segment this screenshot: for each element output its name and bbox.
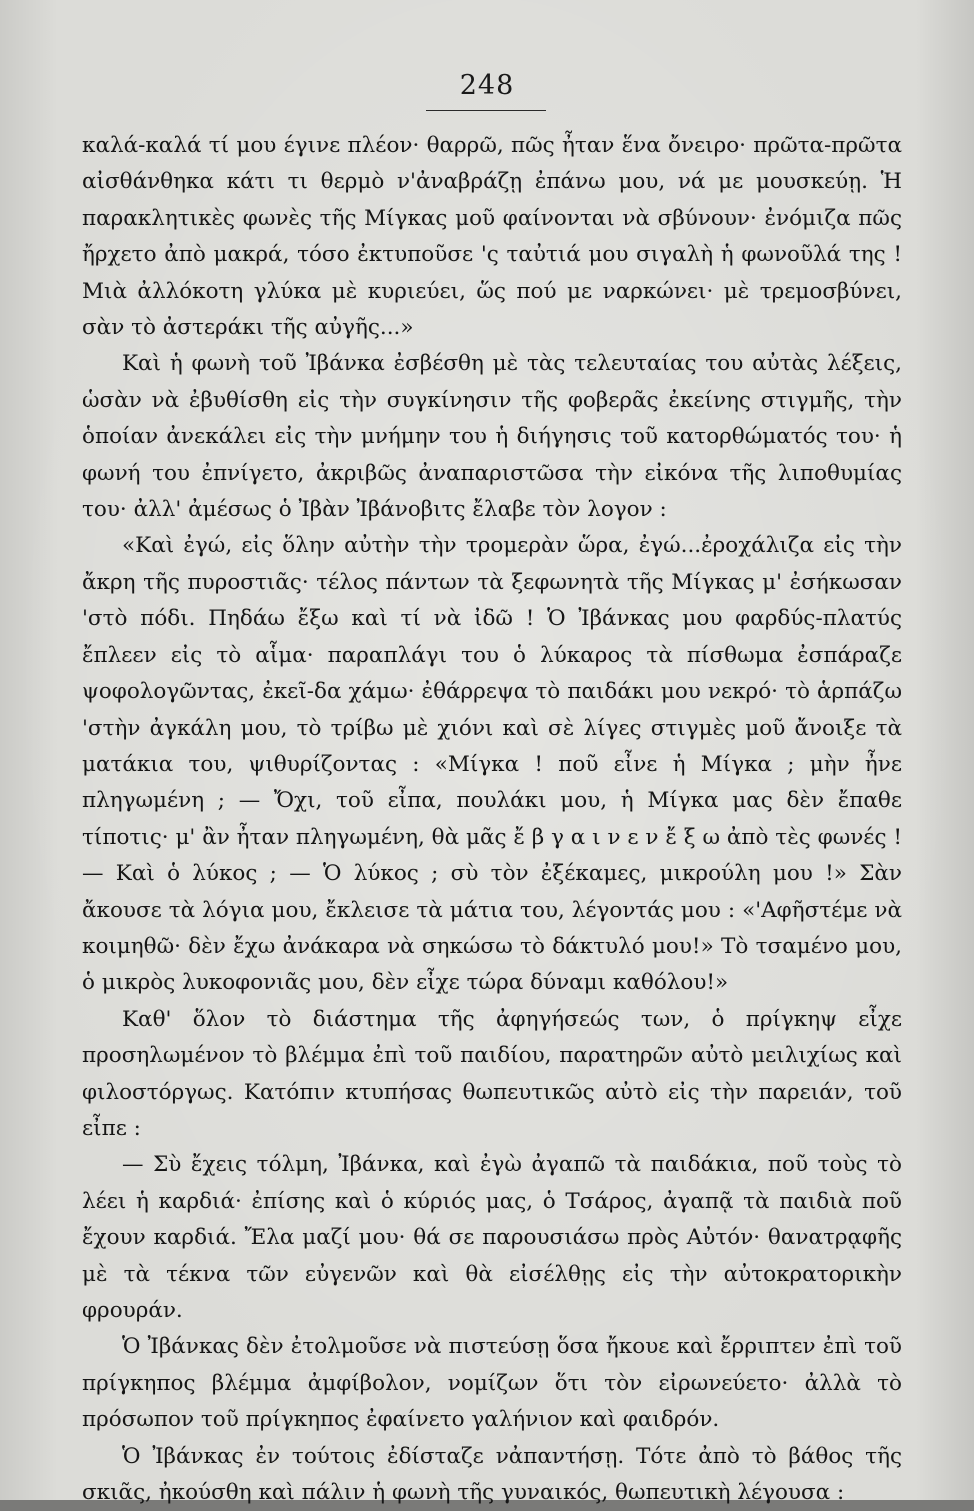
paragraph-5: — Σὺ ἔχεις τόλμη, Ἰβάνκα, καὶ ἐγὼ ἀγαπῶ τὰ παιδάκια, ποῦ τοὺς τὸ λέει ἡ καρδιά· ἐπίσης καὶ ὁ κύριός μας, ὁ Τσάρος, ἀγαπᾷ τὰ παιδιὰ ποῦ ἔχουν καρδιά. Ἔλα μαζί μου· θά σε παρουσιάσω πρὸς Αὐτόν· θανατρᾳφῆς μὲ τὰ τέκνα τῶν εὐγενῶν καὶ θὰ εἰσέλθῃς εἰς τὴν αὐτοκρατορικὴν φρουράν. xyxy=(82,1152,902,1323)
paragraph-2: Καὶ ἡ φωνὴ τοῦ Ἰβάνκα ἐσβέσθη μὲ τὰς τελευταίας του αὐτὰς λέξεις, ὡσὰν νὰ ἐβυθίσθη εἰς τὴν συγκίνησιν τῆς φοβερᾶς ἐκείνης στιγμῆς, τὴν ὁποίαν ἀνεκάλει εἰς τὴν μνήμην του ἡ διήγησις τοῦ κατορθώματός του· ἡ φωνή του ἐπνίγετο, ἀκριβῶς ἀναπαριστῶσα τὴν εἰκόνα τῆς λιποθυμίας του· ἀλλ' ἀμέσως ὁ Ἰβὰν Ἰβάνοβιτς ἔλαβε τὸν λογον : xyxy=(82,351,902,523)
page-body xyxy=(82,128,902,1511)
paragraph-1: καλά-καλά τί μου έγινε πλέον· θαρρῶ, πῶς ἦταν ἕνα ὄνειρο· πρῶτα-πρῶτα αἰσθάνθηκα κάτι τι θερμὸ ν'ἀναβράζῃ ἐπάνω μου, νά με μουσκεύῃ. Ἡ παρακλητικὲς φωνὲς τῆς Μίγκας μοῦ φαίνονται νὰ σβύνουν· ἐνόμιζα πῶς ἤρχετο ἀπὸ μακρά, τόσο ἐκτυποῦσε 'ς ταὐτιά μου σιγαλὴ ἡ φωνοῦλά της ! Μιὰ ἀλλόκοτη γλύκα μὲ κυριεύει, ὥς πού με ναρκώνει· μὲ τρεμοσβύνει, σὰν τὸ ἀστεράκι τῆς αὐγῆς...» xyxy=(82,133,902,341)
page-number: 248 xyxy=(459,70,515,101)
paragraph-6: Ὁ Ἰβάνκας δὲν ἐτολμοῦσε νὰ πιστεύσῃ ὅσα ἤκουε καὶ ἔρριπτεν ἐπὶ τοῦ πρίγκηπος βλέμμα ἀμφίβολον, νομίζων ὅτι τὸν εἰρωνεύετο· ἀλλὰ τὸ πρόσωπον τοῦ πρίγκηπος ἐφαίνετο γαλήνιον καὶ φαιδρόν. xyxy=(82,1334,902,1433)
paragraph-4: Καθ' ὅλον τὸ διάστημα τῆς ἀφηγήσεώς των, ὁ πρίγκηψ εἶχε προσηλωμένον τὸ βλέμμα ἐπὶ τοῦ παιδίου, παρατηρῶν αὐτὸ μειλιχίως καὶ φιλοστόργως. Κατόπιν κτυπήσας θωπευτικῶς αὐτὸ εἰς τὴν παρειάν, τοῦ εἶπε : xyxy=(82,1006,902,1141)
paragraph-7: Ὁ Ἰβάνκας ἐν τούτοις ἐδίσταζε νἀπαντήσῃ. Τότε ἀπὸ τὸ βάθος τῆς σκιᾶς, ἠκούσθη καὶ πάλιν ἡ φωνὴ τῆς γυναικός, θωπευτικὴ λέγουσα : xyxy=(82,1443,902,1506)
header-rule xyxy=(426,110,546,111)
paragraph-3: «Καὶ ἐγώ, εἰς ὅλην αὐτὴν τὴν τρομερὰν ὥρα, ἐγώ...ἐροχάλιζα εἰς τὴν ἄκρη τῆς πυροστιᾶς· τέλος πάντων τὰ ξεφωνητὰ τῆς Μίγκας μ' ἐσήκωσαν 'στὸ πόδι. Πηδάω ἔξω καὶ τί νὰ ἰδῶ ! Ὁ Ἰβάνκας μου φαρδύς-πλατύς ἔπλεεν εἰς τὸ αἷμα· παραπλάγι του ὁ λύκαρος τὰ πίσθωμα ἐσπάραζε ψοφολογῶντας, ἐκεῖ-δα χάμω· ἐθάρρεψα τὸ παιδάκι μου νεκρό· τὸ ἁρπάζω 'στὴν ἀγκάλη μου, τὸ τρίβω μὲ χιόνι καὶ σὲ λίγες στιγμὲς μοῦ ἄνοιξε τὰ ματάκια του, ψιθυρίζοντας : «Μίγκα ! ποῦ εἶνε ἡ Μίγκα ; μὴν ἦνε πληγωμένη ; — Ὄχι, τοῦ εἶπα, πουλάκι μου, ἡ Μίγκα μας δὲν ἔπαθε τίποτις· μ' ἂν ἦταν πληγωμένη, θὰ μᾶς ἔ β γ α ι ν ε ν ἔ ξ ω ἀπὸ τὲς φωνές ! — Καὶ ὁ λύκος ; — Ὁ λύκος ; σὺ τὸν ἐξέκαμες, μικρούλη μου !» Σὰν ἄκουσε τὰ λόγια μου, ἔκλεισε τὰ μάτια του, λέγοντάς μου : «'Αφῆστέμε νὰ κοιμηθῶ· δὲν ἔχω ἀνάκαρα νὰ σηκώσω τὸ δάκτυλό μου!» Τὸ τσαμένο μου, ὁ μικρὸς λυκοφονιᾶς μου, δὲν εἶχε τώρα δύναμι καθόλου!» xyxy=(82,533,902,996)
